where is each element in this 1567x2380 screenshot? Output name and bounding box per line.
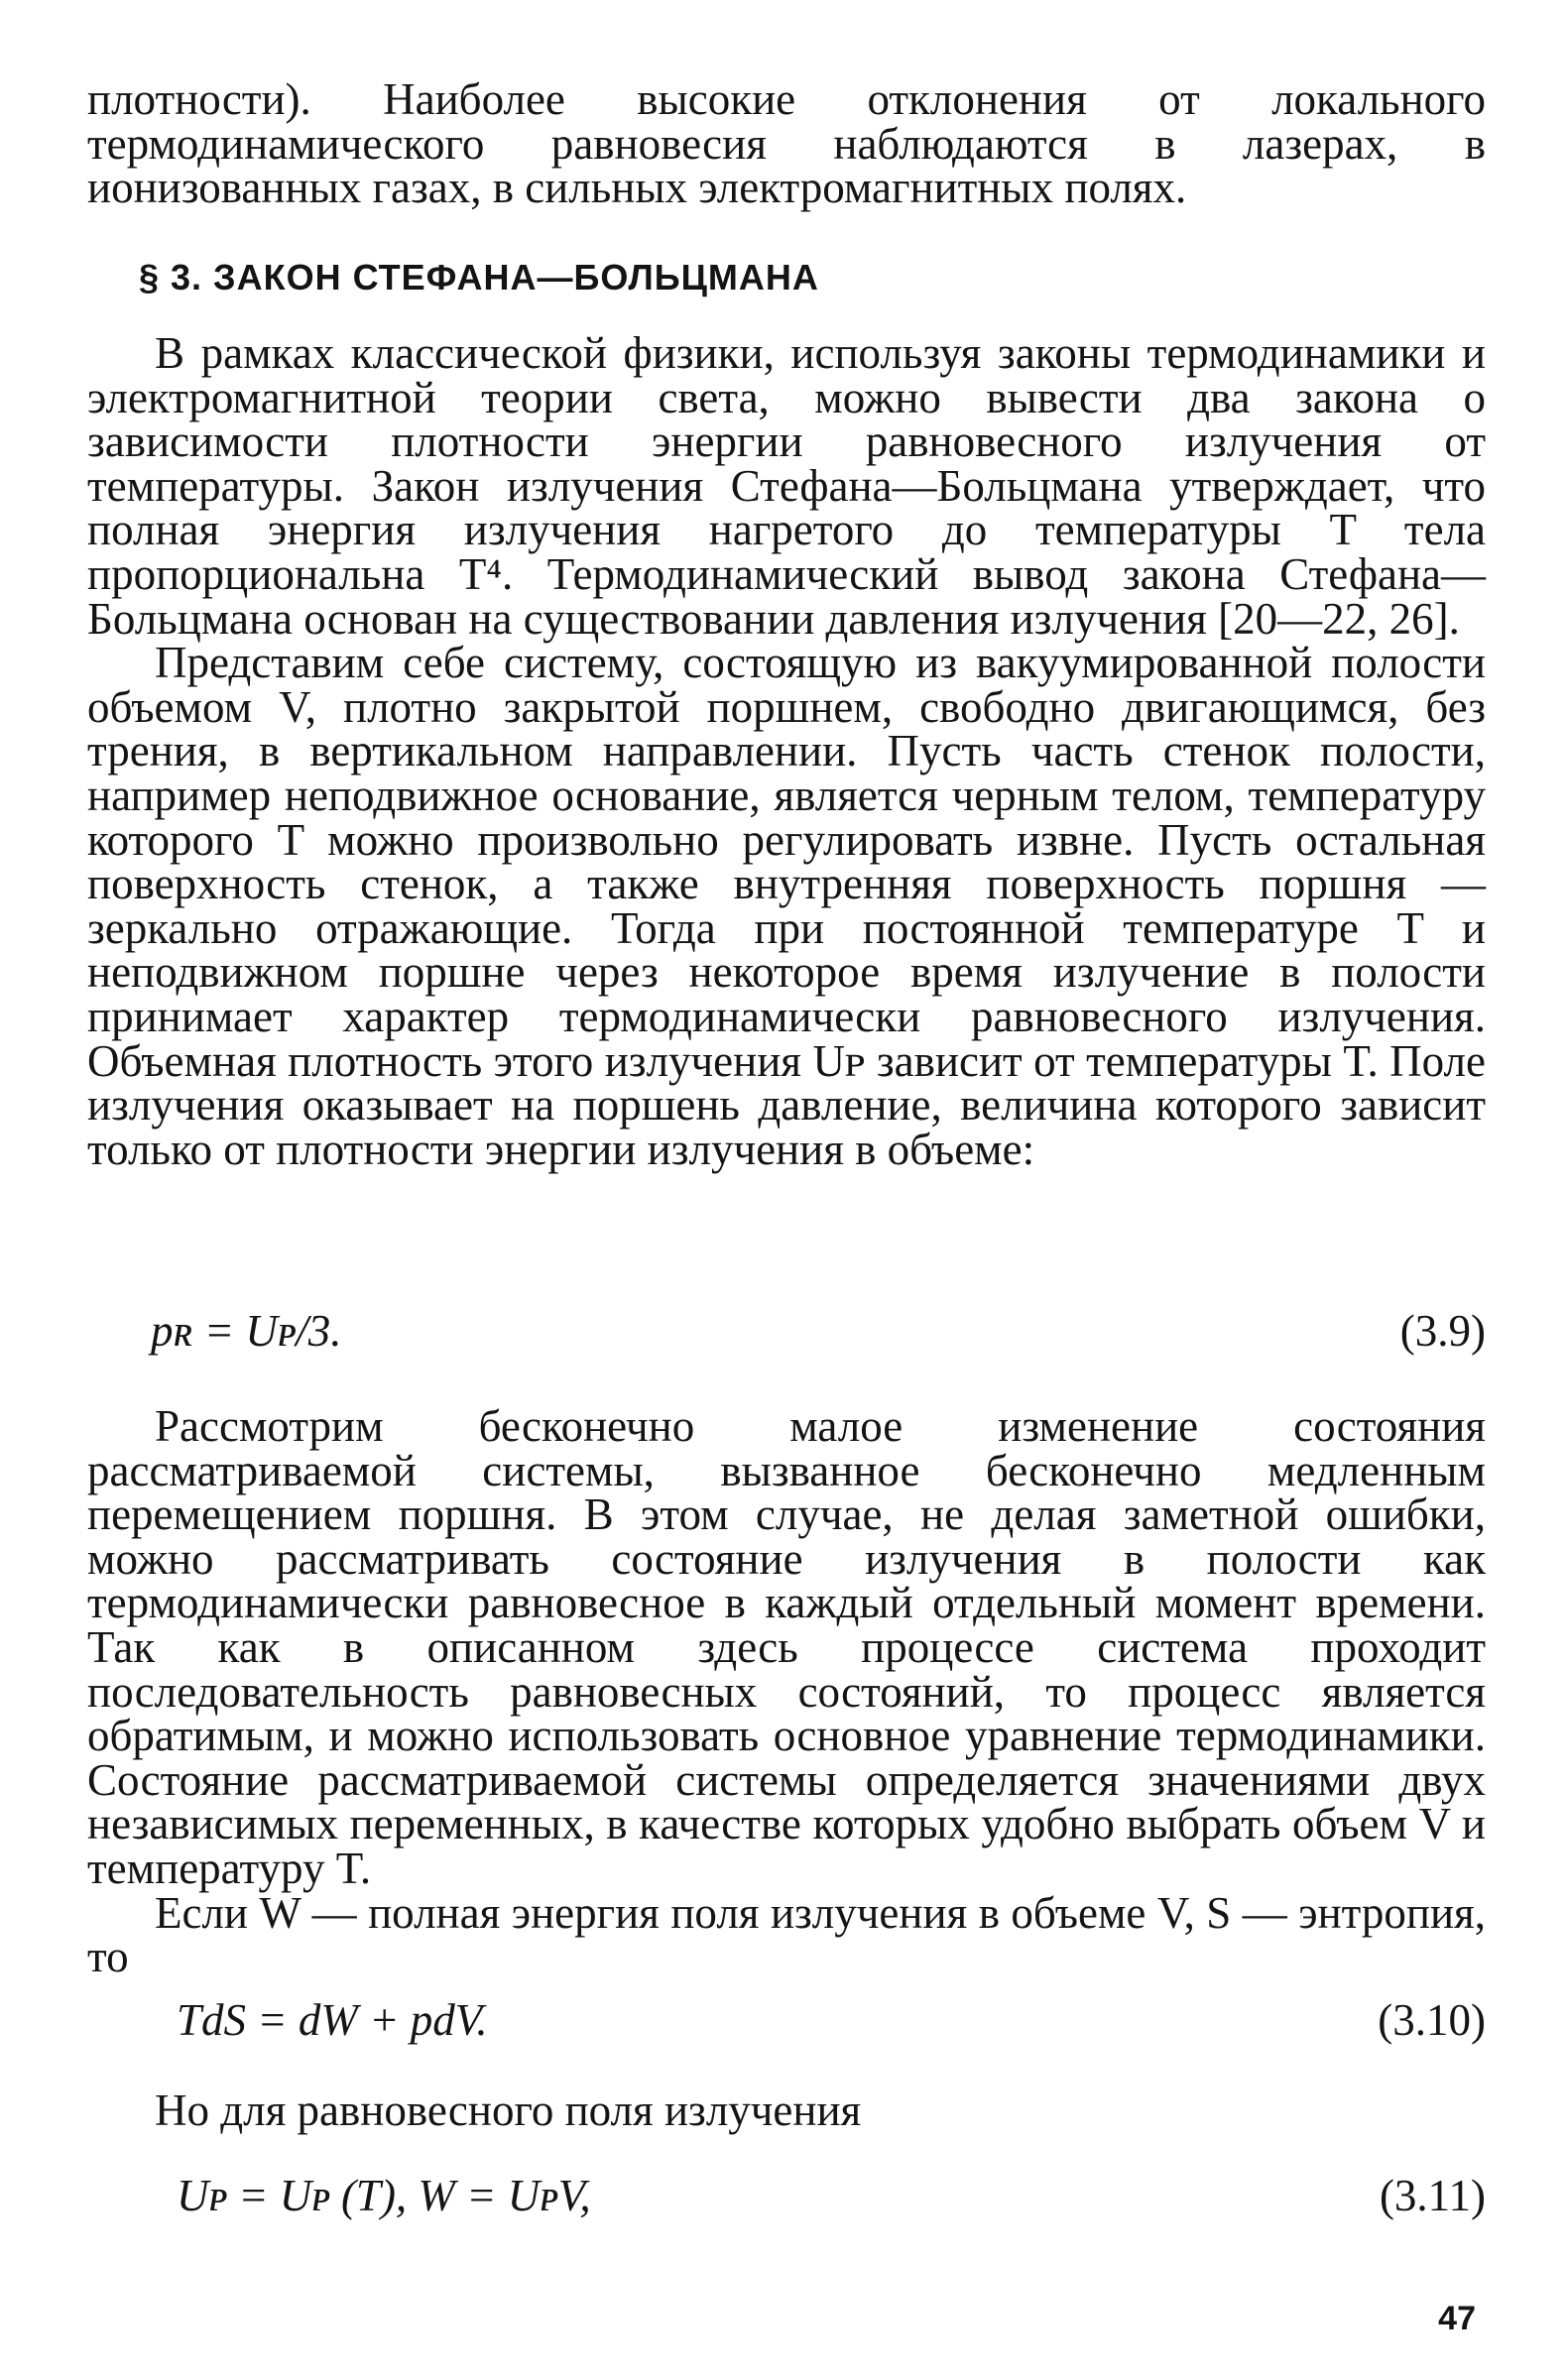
body-text-block-1	[87, 328, 1486, 1174]
equation-number: (3.9)	[1399, 1306, 1486, 1356]
paragraph-energy-entropy: Если W — полная энергия поля излучения в объеме V, S — энтропия, то	[87, 1887, 1486, 1982]
paragraph-cavity-system: Представим себе систему, состоящую из вакуумированной полости объемом V, плотно закрытой поршнем, свободно двигающимся, без трения, в вертикальном направлении. Пусть часть стенок полости, например неподвижное основание, является черным телом, температуру которого T можно произвольно регулировать извне. Пусть остальная поверхность стенок, а также внутренняя поверхность поршня — зеркально отражающие. Тогда при постоянной температуре T и неподвижном поршне через некоторое время излучение в полости принимает характер термодинамически равновесного излучения. Объемная плотность этого излучения Uᴘ зависит от температуры T. Поле излучения оказывает на поршень давление, величина которого зависит только от плотности энергии излучения в объеме:	[87, 638, 1486, 1174]
body-text-block-3	[87, 2085, 1486, 2135]
equation-number: (3.10)	[1378, 1995, 1486, 2045]
equation-formula: TdS = dW + pdV.	[177, 1995, 488, 2045]
equation-3-9	[87, 1306, 1486, 1359]
paragraph-equilibrium-field: Но для равновесного поля излучения	[155, 2085, 862, 2135]
intro-paragraph: плотности). Наиболее высокие отклонения от локального термодинамического равновесия наблюдаются в лазерах, в ионизованных газах, в сильных электромагнитных полях.	[87, 74, 1486, 213]
section-heading: § 3. ЗАКОН СТЕФАНА—БОЛЬЦМАНА	[139, 257, 819, 298]
equation-formula: Uᴘ = Uᴘ (T), W = UᴘV,	[177, 2171, 591, 2220]
equation-formula: pʀ = Uᴘ/3.	[151, 1306, 342, 1356]
equation-3-11	[87, 2171, 1486, 2223]
page-number: 47	[1438, 2300, 1476, 2337]
equation-3-10	[87, 1995, 1486, 2048]
paragraph-infinitesimal-change: Рассмотрим бесконечно малое изменение состояния рассматриваемой системы, вызванное бесконечно медленным перемещением поршня. В этом случае, не делая заметной ошибки, можно рассматривать состояние излучения в полости как термодинамически равновесное в каждый отдельный момент времени. Так как в описанном здесь процессе система проходит последовательность равновесных состояний, то процесс является обратимым, и можно использовать основное уравнение термодинамики. Состояние рассматриваемой системы определяется значениями двух независимых переменных, в качестве которых удобно выбрать объем V и температуру T.	[87, 1401, 1486, 1893]
intro-paragraph-block	[87, 74, 1486, 213]
equation-number: (3.11)	[1379, 2171, 1486, 2220]
paragraph-stefan-boltzmann-law: В рамках классической физики, используя законы термодинамики и электромагнитной теории света, можно вывести два закона о зависимости плотности энергии равновесного излучения от температуры. Закон излучения Стефана—Больцмана утверждает, что полная энергия излучения нагретого до температуры T тела пропорциональна T⁴. Термодинамический вывод закона Стефана—Больцмана основан на существовании давления излучения [20—22, 26].	[87, 328, 1486, 644]
body-text-block-2	[87, 1401, 1486, 1982]
